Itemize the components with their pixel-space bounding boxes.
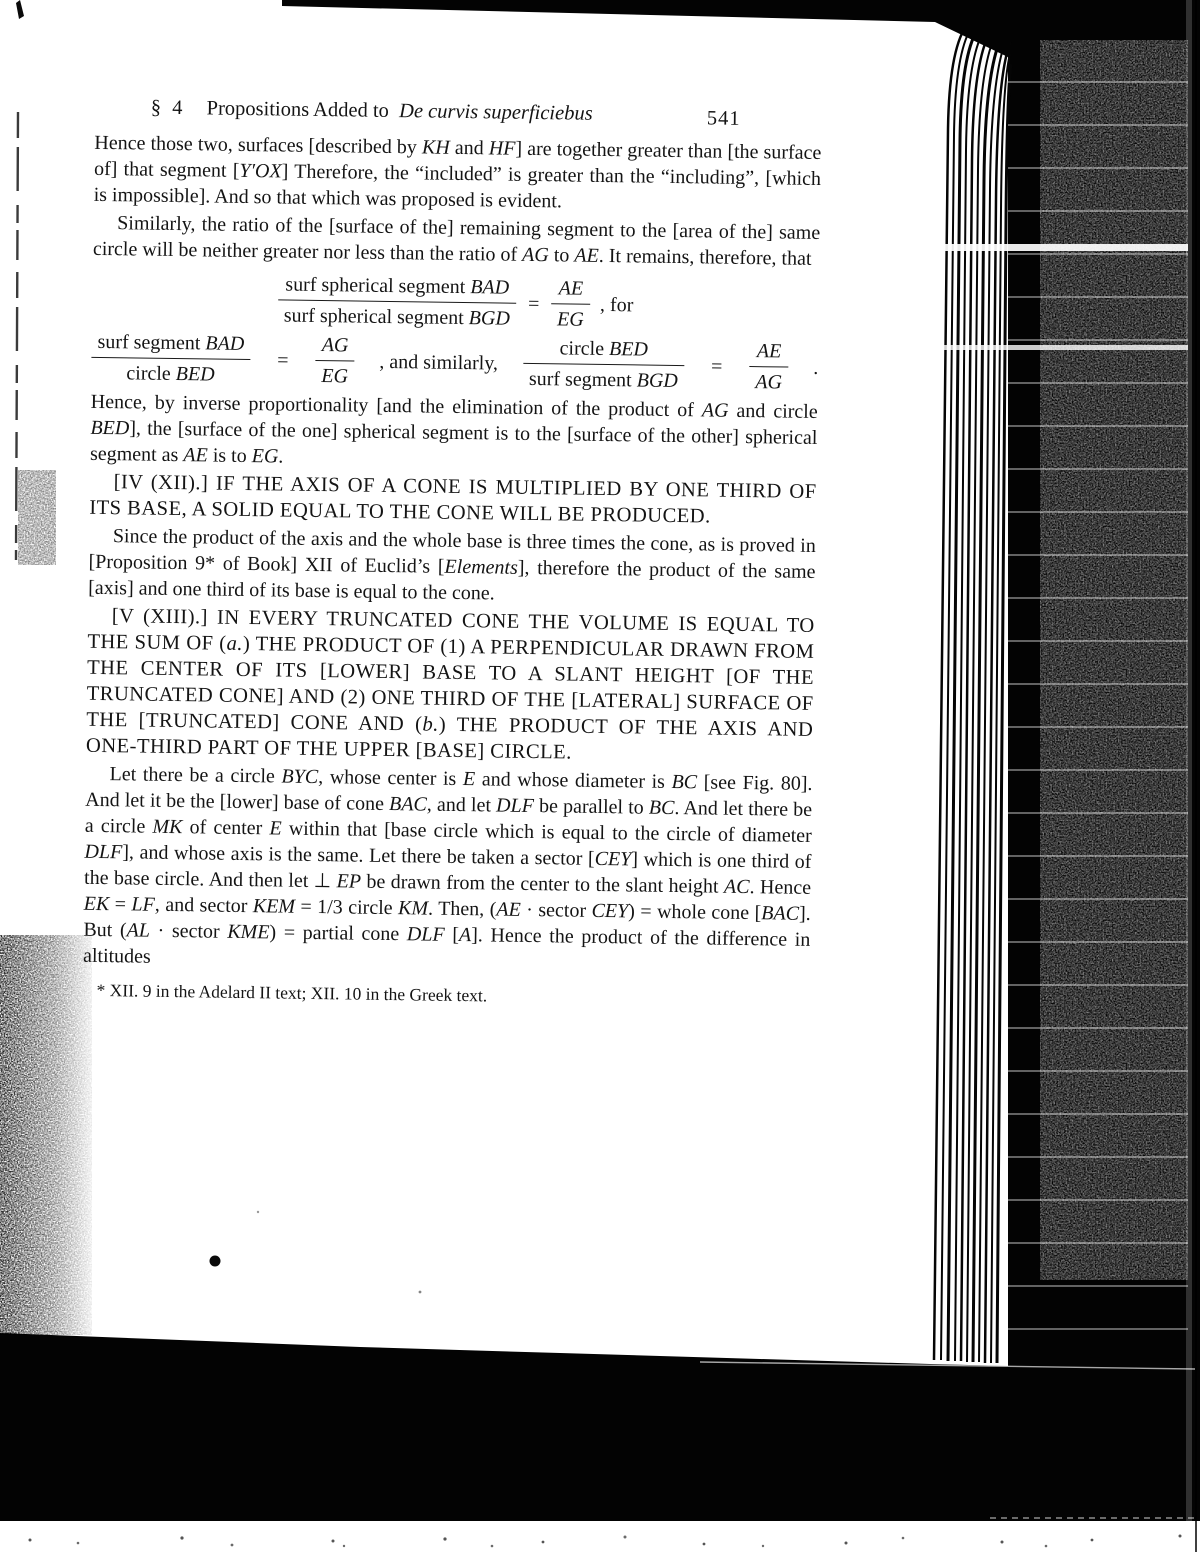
equation-2 [91, 329, 819, 396]
paragraph-hence-surfaces: Hence those two, surfaces [described by KH and HF] are together greater than [the surface of] that segment [Y′OX] Therefore, the “included” is greater than the “including”, [which is impossible]. And so that which was proposed is evident. [93, 131, 822, 213]
header-title-italic: De curvis superficiebus [398, 100, 593, 125]
equation-tail: . [813, 356, 819, 379]
paragraph-inverse-proportionality: Hence, by inverse proportionality [and the elimination of the product of AG and circle BED], the [surface of the one] spherical segment is to the [surface of the other] spherical segment as AE is to EG. [89, 390, 818, 468]
paragraph-similarly: Similarly, the ratio of the [surface of the] remaining segment to the [area of the] same circle will be neither greater nor less than the ratio of AG to AE. It remains, therefore, that [92, 212, 821, 270]
header-title-plain: Propositions Added to [206, 97, 390, 122]
paragraph-since-product: Since the product of the axis and the whole base is three times the cone, as is proved in [Proposition 9* of Book] XII of Euclid’s [Elements], therefore the product of the same [axis] and one third of its base is equal to the cone. [88, 525, 816, 605]
proposition-v-heading: [V (XIII).] IN EVERY TRUNCATED CONE THE VOLUME IS EQUAL TO THE SUM OF (a.) THE PRODUCT OF (1) A PERPENDICULAR DRAWN FROM THE CENTER OF ITS [LOWER] BASE TO A SLANT HEIGHT [OF THE TRUNCATED CONE] AND (2) ONE THIRD OF THE [LATERAL] SURFACE OF THE [TRUNCATED] CONE AND (b.) THE PRODUCT OF THE AXIS AND ONE-THIRD PART OF THE UPPER [BASE] CIRCLE. [85, 605, 815, 764]
page-text-block [82, 94, 822, 1015]
equation-connector: , and similarly, [379, 350, 499, 375]
fraction-AE-EG: $\frac{AE}{EG}$ [551, 275, 590, 333]
equals-sign: = [277, 348, 289, 372]
proposition-iv-heading: [IV (XII).] IF THE AXIS OF A CONE IS MULTIPLIED BY ONE THIRD OF ITS BASE, A SOLID EQUAL TO THE CONE WILL BE PRODUCED. [89, 471, 817, 528]
fraction-circle-over-segment: $\frac{\text{circle BED}}{\text{surf segment BGD}}$ [523, 335, 685, 394]
scanner-streak-bright [928, 345, 1188, 350]
fraction-AE-AG: $\frac{AE}{AG}$ [749, 338, 788, 396]
footnote: * XII. 9 in the Adelard II text; XII. 10 in the Greek text. [96, 979, 488, 1006]
paragraph-let-there-be: Let there be a circle BYC, whose center is E and whose diameter is BC [see Fig. 80]. And let it be the [lower] base of cone BAC, and let DLF be parallel to BC. And let there be a circle MK of center E within that [base circle which is equal to the circle of diameter DLF], and whose axis is the same. Let there be taken a sector [CEY] which is one third of the base circle. And then let ⊥ EP be drawn from the center to the slant height AC. Hence EK = LF, and sector KEM = 1/3 circle KM. Then, (AE · sector CEY) = whole cone [BAC]. But (AL · sector KME) = partial cone DLF [A]. Hence the product of the difference in altitudes [82, 763, 813, 968]
equals-sign: = [527, 292, 540, 315]
scanner-streak-bright [928, 244, 1188, 251]
equation-1 [92, 269, 820, 336]
section-mark: § 4 [150, 96, 186, 120]
scanner-streak-lines [1008, 40, 1188, 1335]
fraction-segment-over-circle: $\frac{\text{surf segment BAD}}{\text{circle BED}}$ [91, 329, 250, 388]
equation-tail: , for [599, 293, 634, 316]
fraction-spherical-segments: $\frac{\text{surf spherical segment BAD}}{\text{surf spherical segment BGD}}$ [278, 271, 517, 331]
page-edge-stripes [928, 10, 1011, 1364]
equals-sign: = [710, 354, 723, 378]
fraction-AG-EG: $\frac{AG}{EG}$ [315, 332, 354, 390]
page-number: 541 [706, 107, 741, 130]
